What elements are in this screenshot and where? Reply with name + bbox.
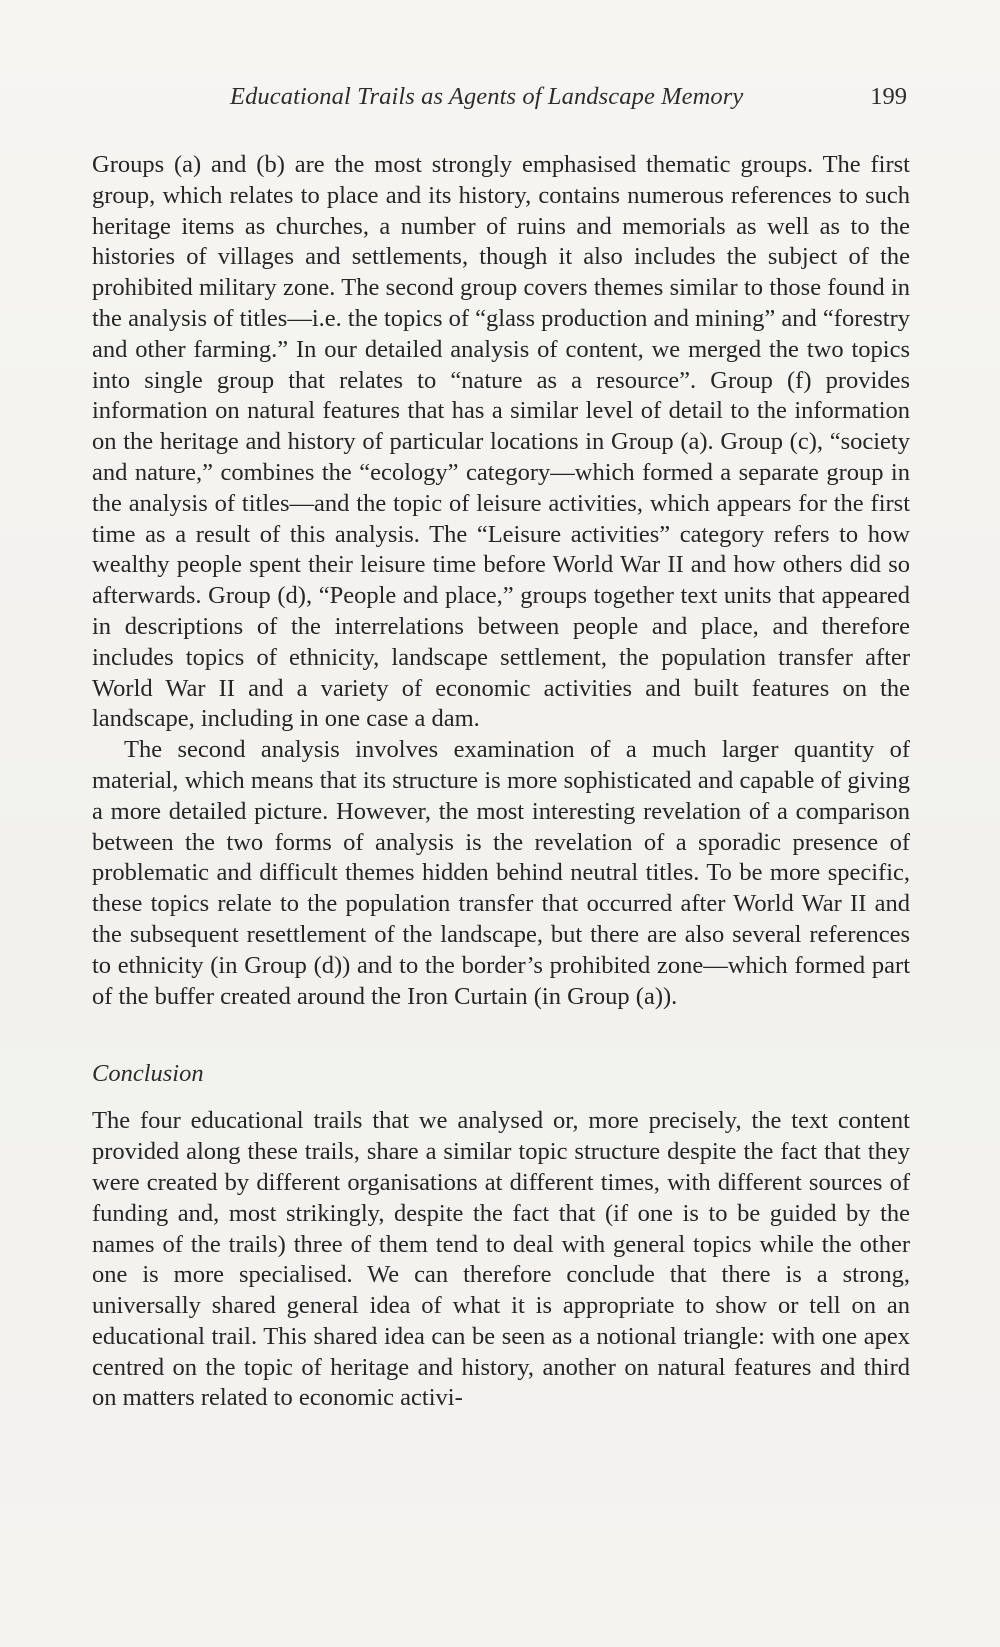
paragraph-conclusion: The four educational trails that we analysed or, more precisely, the text content provided along these trails, share a similar topic structure despite the fact that they were created by different organisations at different times, with different sources of funding and, most strikingly, despite the fact that (if one is to be guided by the names of the trails) three of them tend to deal with general topics while the other one is more specialised. We can therefore conclude that there is a strong, universally shared general idea of what it is appropriate to show or tell on an educational trail. This shared idea can be seen as a notional triangle: with one apex centred on the topic of heritage and history, another on natural features and third on matters related to economic activi- xyxy=(92,1107,910,1412)
paragraph-groups: Groups (a) and (b) are the most strongly emphasised thematic groups. The first group, which relates to place and its history, contains numerous references to such heritage items as churches, a number of ruins and memorials as well as to the histories of villages and settlements, though it also includes the subject of the prohibited military zone. The second group covers themes similar to those found in the analysis of titles—i.e. the topics of “glass production and mining” and “forestry and other farming.” In our detailed analysis of content, we merged the two topics into single group that relates to “nature as a resource”. Group (f) provides information on natural features that has a similar level of detail to the information on the heritage and history of particular locations in Group (a). Group (c), “society and nature,” combines the “ecology” category—which formed a separate group in the analysis of titles—and the topic of leisure activities, which appears for the first time as a result of this analysis. The “Leisure activities” category refers to how wealthy people spent their leisure time before World War II and how others did so afterwards. Group (d), “People and place,” groups together text units that appeared in descriptions of the interrelations between people and place, and therefore includes topics of ethnicity, landscape settlement, the population transfer after World War II and a variety of economic activities and built features on the landscape, including in one case a dam. xyxy=(92,151,910,733)
running-header xyxy=(92,83,910,119)
section-heading-conclusion: Conclusion xyxy=(92,1060,204,1088)
page-number: 199 xyxy=(870,83,907,110)
paragraph-second-analysis: The second analysis involves examination of a much larger quantity of material, which means that its structure is more sophisticated and capable of giving a more detailed picture. However, the most interesting revelation of a comparison between the two forms of analysis is the revelation of a sporadic presence of problematic and difficult themes hidden behind neutral titles. To be more specific, these topics relate to the population transfer that occurred after World War II and the subsequent resettlement of the landscape, but there are also several references to ethnicity (in Group (d)) and to the border’s prohibited zone—which formed part of the buffer created around the Iron Curtain (in Group (a)). xyxy=(92,736,910,1010)
main-text xyxy=(92,150,910,1414)
running-title: Educational Trails as Agents of Landscape Memory xyxy=(230,83,744,110)
